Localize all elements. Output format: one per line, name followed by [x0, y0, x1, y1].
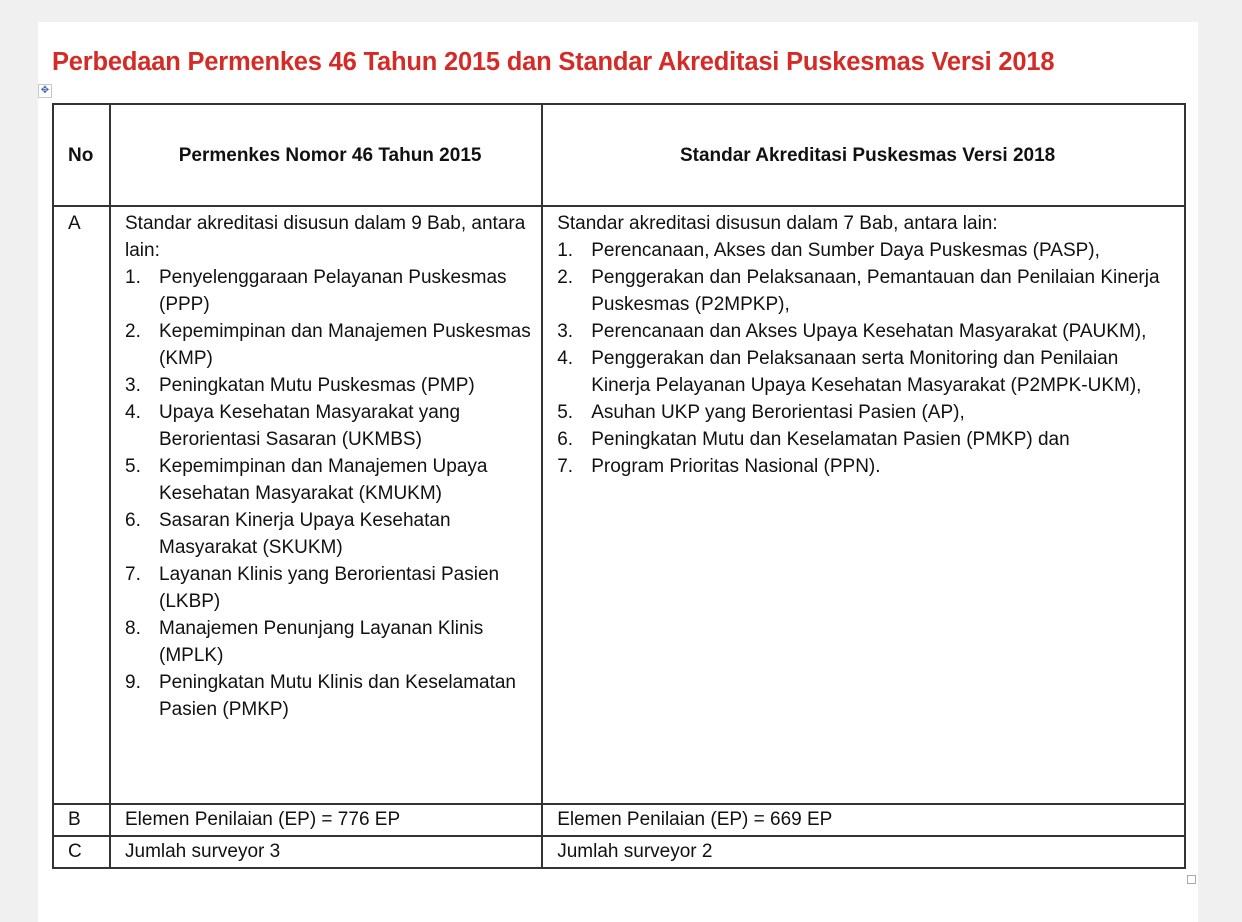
list-number: 5.: [125, 456, 141, 477]
list-item: [125, 615, 535, 669]
table-resize-handle[interactable]: [1187, 875, 1196, 884]
list-item: [125, 669, 535, 723]
list-number: 5.: [557, 402, 574, 423]
list-number: 7.: [125, 564, 141, 585]
table-move-handle-icon[interactable]: ✥: [38, 84, 52, 98]
list-number: 4.: [557, 348, 574, 369]
left-intro: Standar akreditasi disusun dalam 9 Bab, antara lain:: [125, 213, 526, 261]
list-number: 2.: [125, 321, 141, 342]
list-item-text: Penggerakan dan Pelaksanaan, Pemantauan dan Penilaian Kinerja Puskesmas (P2MPKP),: [591, 267, 1160, 315]
list-item: [557, 318, 1178, 345]
list-item-text: Peningkatan Mutu Klinis dan Keselamatan Pasien (PMKP): [159, 672, 517, 720]
document-title: Perbedaan Permenkes 46 Tahun 2015 dan Standar Akreditasi Puskesmas Versi 2018: [52, 48, 1055, 76]
document-page: [38, 22, 1198, 922]
list-number: 2.: [557, 267, 574, 288]
right-intro: Standar akreditasi disusun dalam 7 Bab, antara lain:: [557, 213, 998, 234]
list-item-text: Penyelenggaraan Pelayanan Puskesmas (PPP): [159, 267, 507, 315]
list-number: 3.: [125, 375, 141, 396]
list-item-text: Peningkatan Mutu dan Keselamatan Pasien (PMKP) dan: [591, 429, 1070, 450]
comparison-table: [52, 103, 1186, 869]
list-item-text: Program Prioritas Nasional (PPN).: [591, 456, 881, 477]
list-item: [557, 426, 1178, 453]
list-item-text: Perencanaan dan Akses Upaya Kesehatan Masyarakat (PAUKM),: [591, 321, 1147, 342]
row-b-left: Elemen Penilaian (EP) = 776 EP: [110, 804, 542, 836]
header-no: No: [53, 104, 110, 206]
list-item-text: Asuhan UKP yang Berorientasi Pasien (AP),: [591, 402, 965, 423]
list-item-text: Kepemimpinan dan Manajemen Puskesmas (KMP): [159, 321, 531, 369]
row-b-no: B: [53, 804, 110, 836]
list-item: [557, 237, 1178, 264]
right-bab-list: [557, 237, 1178, 480]
list-item-text: Layanan Klinis yang Berorientasi Pasien (LKBP): [159, 564, 500, 612]
list-item: [557, 453, 1178, 480]
row-b-right: Elemen Penilaian (EP) = 669 EP: [542, 804, 1185, 836]
list-number: 3.: [557, 321, 574, 342]
list-item-text: Perencanaan, Akses dan Sumber Daya Puskesmas (PASP),: [591, 240, 1100, 261]
list-number: 8.: [125, 618, 141, 639]
header-permenkes-2015: Permenkes Nomor 46 Tahun 2015: [110, 104, 542, 206]
list-item: [125, 507, 535, 561]
row-a-no: A: [53, 206, 110, 804]
list-item-text: Penggerakan dan Pelaksanaan serta Monitoring dan Penilaian Kinerja Pelayanan Upaya Kesehatan Masyarakat (P2MPK-UKM),: [591, 348, 1142, 396]
table-row-a: [53, 206, 1185, 804]
header-standar-2018: Standar Akreditasi Puskesmas Versi 2018: [542, 104, 1185, 206]
list-number: 1.: [125, 267, 141, 288]
left-bab-list: [125, 264, 535, 723]
list-number: 4.: [125, 402, 141, 423]
table-header-row: [53, 104, 1185, 206]
row-c-right: Jumlah surveyor 2: [542, 836, 1185, 868]
list-item: [125, 264, 535, 318]
list-item-text: Sasaran Kinerja Upaya Kesehatan Masyarakat (SKUKM): [159, 510, 451, 558]
list-item-text: Kepemimpinan dan Manajemen Upaya Kesehatan Masyarakat (KMUKM): [159, 456, 488, 504]
table-row-c: [53, 836, 1185, 868]
list-item: [557, 399, 1178, 426]
row-a-right-cell: [542, 206, 1185, 804]
row-c-no: C: [53, 836, 110, 868]
list-item-text: Manajemen Penunjang Layanan Klinis (MPLK): [159, 618, 484, 666]
list-number: 7.: [557, 456, 574, 477]
list-item: [557, 264, 1178, 318]
list-item-text: Upaya Kesehatan Masyarakat yang Berorientasi Sasaran (UKMBS): [159, 402, 461, 450]
list-item: [125, 318, 535, 372]
list-number: 1.: [557, 240, 574, 261]
row-a-left-cell: [110, 206, 542, 804]
table-row-b: [53, 804, 1185, 836]
list-number: 6.: [125, 510, 141, 531]
list-number: 9.: [125, 672, 141, 693]
list-item: [557, 345, 1178, 399]
list-item: [125, 561, 535, 615]
list-item-text: Peningkatan Mutu Puskesmas (PMP): [159, 375, 475, 396]
list-item: [125, 453, 535, 507]
list-number: 6.: [557, 429, 574, 450]
row-c-left: Jumlah surveyor 3: [110, 836, 542, 868]
list-item: [125, 372, 535, 399]
list-item: [125, 399, 535, 453]
